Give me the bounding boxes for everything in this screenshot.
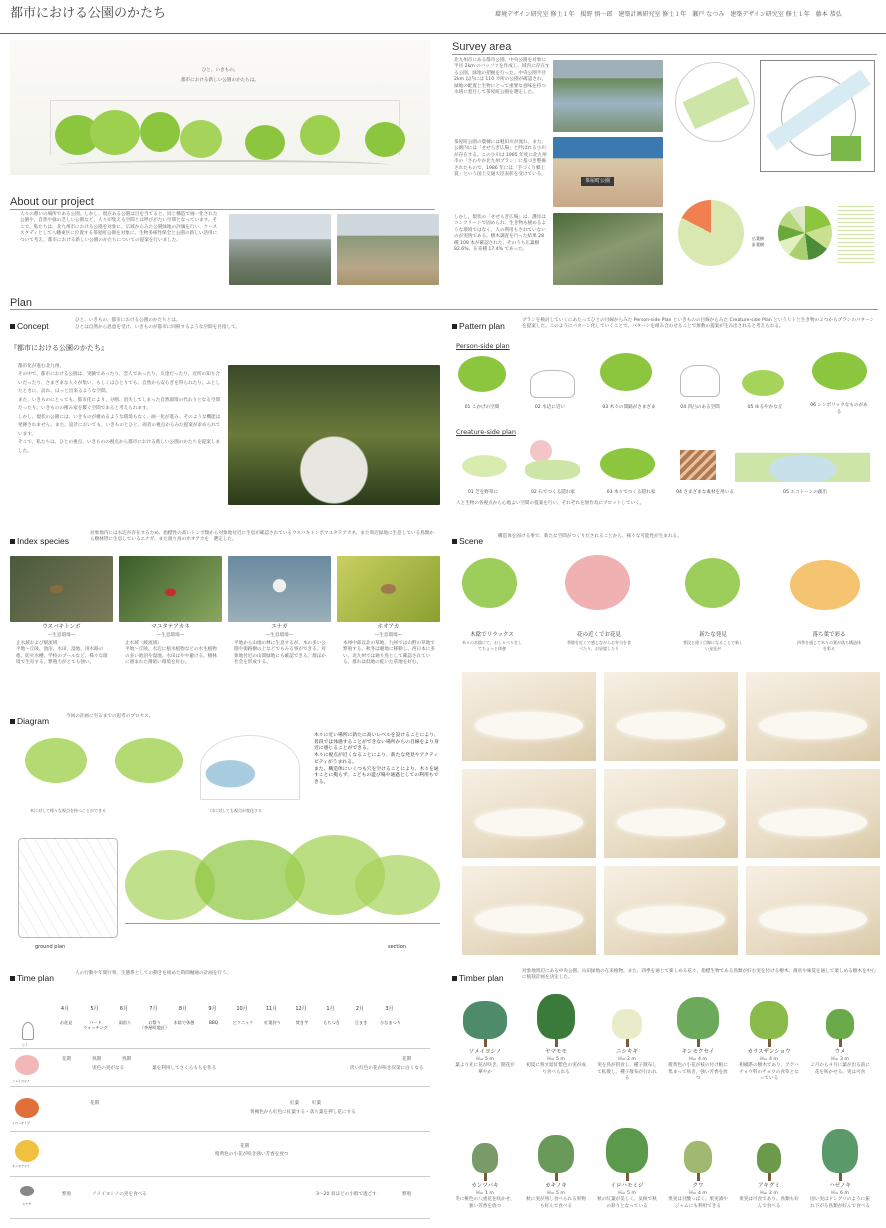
tree-desc: 初夏に熟す暗紅紫色の実が成り食べられる xyxy=(526,1063,586,1075)
species-photo-3 xyxy=(228,556,331,622)
maple-flower: 花期 xyxy=(90,1101,100,1106)
event-label: お花見 xyxy=(59,1020,73,1025)
tree-name: カキノキ xyxy=(545,1183,567,1189)
person-plan-4: 04 凹凸のある空間 xyxy=(680,405,720,410)
tree-desc: 秋に実が熟し食べられる果物も好んで食べる xyxy=(526,1197,586,1209)
tree-desc: 固い実はドングリのように振れ下がる鳥類が好んで食べる xyxy=(810,1197,870,1209)
tree-trunk xyxy=(839,1039,842,1047)
ground-plan xyxy=(18,838,118,938)
tree-height: H= 6 m xyxy=(831,1190,849,1196)
species-name-4: ホオアカ xyxy=(377,624,400,630)
event-label: ひなまつり xyxy=(380,1020,401,1025)
index-heading: Index species xyxy=(10,535,69,547)
person-side-title: Person-side plan xyxy=(456,342,510,350)
city-photo xyxy=(229,214,331,285)
pie-legend-2: 針葉樹 xyxy=(752,242,764,247)
survey-text-2: 茶屋町公園の農棟には軽田川が流れ、また、公園内には「せせらぎ広場」と呼ばれる小川が存在する。この小川は 1985 年度に北九州市の「さわやか北九州プラン」に基づき整備されたもので、1986 年には「手づくり郷土賞」という国土交通大臣表彰を受けている。 xyxy=(454,140,547,178)
model-photo xyxy=(746,672,880,761)
month-label: 4月 xyxy=(60,1006,70,1012)
month-label: 11月 xyxy=(265,1006,278,1012)
timber-tree xyxy=(526,1128,586,1210)
event-label: 紅葉狩り xyxy=(264,1020,281,1025)
species-text-3: 平地から山地の林に生息するが、木の多い公園や街路樹の上などでもみる事ができる。対象地付近の山間緑地にも確認できる。群ほか社会を形成する。 xyxy=(234,641,326,666)
tree-crown xyxy=(606,1128,648,1173)
species-text-1: 止水域および緩流域 平地〜丘陵、池沼、水田、湿地、用水路の他、防火水槽、学校のプールなど、様々な環境で生育する。繁殖力がとても強い。 xyxy=(16,641,108,666)
park-photo xyxy=(337,214,439,285)
tree-height: H= 5 m xyxy=(547,1190,565,1196)
time-heading: Time plan xyxy=(10,972,54,984)
species-env-3: ―生息環境― xyxy=(265,633,294,638)
stream-photo xyxy=(553,213,663,285)
river-photo xyxy=(553,60,663,132)
tree-name: イロハモミジ xyxy=(610,1183,644,1189)
person-plan-1: 01 こかげの空間 xyxy=(464,405,500,410)
tree-height: H= 2 m xyxy=(760,1190,778,1196)
month-label: 2月 xyxy=(355,1006,365,1012)
timber-tree xyxy=(668,1128,728,1210)
ground-plan-label: ground plan xyxy=(35,944,66,950)
concept-title: 『都市における公園のかたち』 xyxy=(10,344,108,352)
tree-height: H= 4 m xyxy=(689,1190,707,1196)
creature-plan-3: 03 木々でつくる隠れ家 xyxy=(606,490,656,495)
about-heading: About our project xyxy=(10,196,94,208)
sakura-fruit-note: 実色の実がなる xyxy=(92,1066,125,1071)
tree-name: ハゼノキ xyxy=(829,1183,851,1189)
page-title: 都市における公園のかたち xyxy=(10,6,167,21)
maple-autumn-1: 紅葉 xyxy=(290,1101,300,1106)
tree-trunk xyxy=(555,1039,558,1047)
tree-desc: 実を鳥が摂食し、種子散布して拡散し、種子散布が行われる xyxy=(597,1063,657,1082)
area-map xyxy=(760,60,875,172)
tree-trunk xyxy=(555,1173,558,1181)
event-label: 豆まき xyxy=(354,1020,368,1025)
tree-desc: 秋の紅葉が美しく、気候で秋の彩りとなっている xyxy=(597,1197,657,1209)
event-label: BBQ xyxy=(208,1020,219,1025)
timber-tree xyxy=(597,994,657,1083)
pattern-lead: プランを検討していくにあたってひとの目線からみた Person-side Plan といきものの目線からみた Creature-side Plan というヒトと生き物の２つからプランのパターンを提案した。このようにパターン化していくことで、パターンを組み合わせることで無数の提案が生み出されると考えられる。 xyxy=(522,318,875,330)
credits: 環境デザイン研究室 修士１年 掲野 慎一郎 建築計画研究室 修士１年 瀬戸 なつみ 建築デザイン研究室 修士１年 藤本 恭弘 xyxy=(495,11,842,18)
species-env-4: ―生息環境― xyxy=(374,633,403,638)
species-photo-2 xyxy=(119,556,222,622)
tree-name: ウメ xyxy=(834,1049,846,1055)
tree-crown xyxy=(750,1001,788,1039)
concept-lead-2: ひとは自然から恩恵を受け、いきものが都市に回帰するような空間を目指して。 xyxy=(75,325,241,330)
about-text: 人々の憩いの場所である公園。しかし、現在ある公園は目を当てると、同じ構造で画一化された公園や、自然や緑の乏しい公園など、人々が集える空間とは呼びがたい空間となっています。そこで、私たちは、北九州市における公園を対象に、広域からみた公園緑地の評価を行い、ケーススタディとして八幡東区に位置する茶屋町公園を対象に、生物多様性保全と公園の新しい活用について考え、都市における新しい公園のかたちについての提案を行いました。 xyxy=(20,212,218,243)
creature-side-title: Creature-side plan xyxy=(456,428,517,436)
model-photo xyxy=(746,769,880,858)
concept-heading: Concept xyxy=(10,320,49,332)
bird-breed-2: 繁殖 xyxy=(402,1192,412,1197)
concept-text: 都市化が進む北九州。 その中で、都市における公園は、実験であったり、恋人であったり、友達だったり、近所の知り合いだったり、さまざまな人々が集い、もしくはひとりでも、自然から安らぎを得られたり、ふとしたときに、訪れ、ほっと出来るような空間。 また、いきものにとっても、都市化により、分断、消失してしまった自然環境の代わりとなる空間だったり、いきものの棲み家を繋ぐ空間であると考えられます。 しかし、現状の公園には、いきものが棲めるような環境もなく、画一化が進み、そのような機能は発揮されません。また、設計においても、いきものとひと、両者の視点からみた提案が求められています。 そこで、私たちは、ひとの視点、いきものの視点から都市における新しい公園のかたちを提案しました。 xyxy=(18,364,221,454)
month-label: 1月 xyxy=(326,1006,335,1012)
survey-heading: Survey area xyxy=(452,41,512,53)
survey-text-1: 北九州市にある都市公園、中央公園を対象に半径 2km のバッファを作成し、域内に存在する公園、緑地の把握を行った。中央公園半径 2km 以内には 110 カ所の公園が確認され、緑地の配置と生物にとって重要な意味を持つ水域に着目して茶屋町公園を選定した。 xyxy=(454,58,550,96)
month-label: 6月 xyxy=(119,1006,129,1012)
species-name-3: エナガ xyxy=(271,624,288,630)
concept-model-photo xyxy=(228,365,440,505)
species-name-1: ウスバキトンボ xyxy=(42,624,81,630)
species-label: ソメイヨシノ xyxy=(12,1079,30,1083)
tree-trunk xyxy=(484,1039,487,1047)
model-photo-grid xyxy=(462,672,880,955)
park-sign: 茶屋町公園 xyxy=(581,177,614,186)
tree-trunk xyxy=(768,1173,771,1181)
tree-crown xyxy=(463,1001,507,1039)
month-row xyxy=(50,1006,430,1014)
model-photo xyxy=(604,769,738,858)
timber-lead: 対象地周辺にある中央公園、山田緑地の在来植物。また、四季を通じて楽しめる花々、指標生物である鳥類が好む実を付ける樹木、薄贫や味覚を通して楽しめる樹木を中心に植栽計画を決定した。 xyxy=(522,969,876,981)
month-label: 3月 xyxy=(385,1006,394,1012)
concept-lead-1: ひと、いきもの、都市における公園のかたちとは。 xyxy=(75,318,181,323)
hero-tagline-2: 都市における新しい公園のかたちは。 xyxy=(180,78,260,83)
species-env-1: ―生息環境― xyxy=(47,633,76,638)
tree-height: H= 1 m xyxy=(476,1190,494,1196)
tree-desc: 冬に桃色の八重花を咲かせ、強い芳香を放つ xyxy=(455,1197,515,1209)
tree-crown xyxy=(822,1129,858,1173)
tree-desc: 果実は可食であり、鳥類も好んで食べる xyxy=(739,1197,799,1209)
species-text-4: 本州中部以北の草地、九州では山野の草地で繁殖する。秋冬は暖地に移動し、西日本に多い。北九州では通り鳥として確認されている。群れは低地の乾いた草地を好む。 xyxy=(343,641,435,666)
species-label: イロハモミジ xyxy=(12,1121,31,1125)
species-photo-1 xyxy=(10,556,113,622)
tree-name: ソメイヨシノ xyxy=(468,1049,502,1055)
model-photo xyxy=(462,866,596,955)
scene-heading: Scene xyxy=(452,535,483,547)
model-photo xyxy=(462,672,596,761)
event-label: 木陰で休憩 xyxy=(173,1020,195,1025)
species-photo-4 xyxy=(337,556,440,622)
month-label: 8月 xyxy=(178,1006,188,1012)
scene-title-3: 新たな発見 xyxy=(699,632,727,638)
person-plan-3: 03 木々の間隔がさまざま xyxy=(602,405,656,410)
plan-heading: Plan xyxy=(10,297,33,309)
pie-chart-species xyxy=(778,206,832,260)
time-lead: 人の行動や年間行事、生態系としての動きを組めた時間軸通の計画を行う。 xyxy=(75,971,232,976)
tree-trunk xyxy=(839,1173,842,1181)
species-text-2: 止水域（緩流域） 平地〜丘陵、水辺に植水植物などの水生植物の多い池沼や湿地。水田はやや避ける。樹林に囲まれた薄暗い環境を好む。 xyxy=(125,641,217,666)
tree-desc: 葉より先に花が咲き、開花が華やか xyxy=(455,1063,515,1075)
person-icon xyxy=(22,1022,34,1040)
event-label: バード ウォッチング xyxy=(83,1020,108,1031)
timber-tree xyxy=(668,994,728,1083)
tree-crown xyxy=(612,1009,642,1039)
pattern-note: 人と生物の各視点から心地よい空間の提案を行い、それぞれを無作為にプロットしていく。 xyxy=(456,501,645,506)
tree-height: H= 5 m xyxy=(547,1056,565,1062)
buffer-map-circle xyxy=(675,62,755,142)
tree-name: ヤマモモ xyxy=(544,1049,567,1055)
timber-tree xyxy=(810,1128,870,1210)
tree-crown xyxy=(677,997,719,1039)
month-label: 5月 xyxy=(90,1006,99,1012)
bird-food: ソメイヨシノの実を食べる xyxy=(92,1192,147,1197)
creature-plan-4: 04 さまざまな素材を用いる xyxy=(676,490,734,495)
scene-title-4: 落ち葉で彩る xyxy=(812,632,846,638)
person-plan-5: 05 ゆるやかな丘 xyxy=(747,405,783,410)
sakura-fruit-1: 熟期 xyxy=(92,1057,102,1062)
sakura-leaf-note: 葉を利用してさくらもちを作る xyxy=(152,1066,217,1071)
sakura-flower-period-2: 花期 xyxy=(402,1057,412,1062)
hero-tagline-1: ひと、いきもの。 xyxy=(201,68,239,73)
timber-tree xyxy=(739,1128,799,1210)
event-label: お祭り （茶屋町地区） xyxy=(139,1020,170,1031)
timber-heading: Timber plan xyxy=(452,972,504,984)
diagram-heading: Diagram xyxy=(10,715,49,727)
tree-trunk xyxy=(626,1039,629,1047)
sakura-flower-period: 花期 xyxy=(62,1057,72,1062)
model-photo xyxy=(604,672,738,761)
tree-height: H= 2 m xyxy=(618,1056,636,1062)
diagram-caption-1: 木に対して様々な視点を持つことができる xyxy=(30,808,106,813)
tree-name: アキグミ xyxy=(758,1183,780,1189)
timber-tree xyxy=(455,1128,515,1210)
tree-name: ニシキギ xyxy=(615,1049,638,1055)
tree-height: H= 3 m xyxy=(831,1056,849,1062)
tree-desc: 橙黄色の小花が枝の付け根に集まって咲き、強い芳香を放つ xyxy=(668,1063,728,1082)
creature-plan-2: 02 石でつくる隠れ家 xyxy=(530,490,576,495)
species-label: キンモクセイ xyxy=(12,1164,30,1168)
pattern-heading: Pattern plan xyxy=(452,320,505,332)
month-label: 9月 xyxy=(208,1006,217,1012)
model-photo xyxy=(604,866,738,955)
tree-trunk xyxy=(484,1173,487,1181)
pie-legend-1: 広葉樹 xyxy=(752,236,764,241)
maple-tree-icon xyxy=(15,1098,39,1118)
tree-trunk xyxy=(697,1039,700,1047)
month-label: 12月 xyxy=(295,1006,307,1012)
osmanthus-note: 橙黄色の小花が咲き強い芳香を放つ xyxy=(215,1152,289,1157)
model-photo xyxy=(462,769,596,858)
tree-trunk xyxy=(768,1039,771,1047)
sakura-flower-note: 淡い紅色の花が咲き次第に白くなる xyxy=(350,1066,424,1071)
species-label: エナガ xyxy=(22,1202,31,1206)
person-plan-2: 02 水辺に近い xyxy=(534,405,566,410)
tree-crown xyxy=(826,1009,854,1039)
event-label: 雨宿り xyxy=(118,1020,132,1025)
tree-crown xyxy=(538,1135,574,1173)
timber-tree xyxy=(597,1128,657,1210)
timber-tree xyxy=(455,994,515,1076)
timber-tree xyxy=(739,994,799,1083)
tree-name: クワ xyxy=(692,1183,704,1189)
tree-crown xyxy=(537,994,575,1039)
tree-trunk xyxy=(697,1173,700,1181)
species-env-2: ―生息環境― xyxy=(156,633,185,638)
bird-breed: 繁殖 xyxy=(62,1192,72,1197)
event-label: もちつき xyxy=(323,1020,340,1025)
osmanthus-flower: 花期 xyxy=(240,1144,250,1149)
tree-desc: 柑橘系の樹木であり、アゲハチョウ科のチョウの食草となっている xyxy=(739,1063,799,1082)
timber-tree xyxy=(526,994,586,1076)
diagram-caption-2: 川に対しても視点が変化する xyxy=(210,808,262,813)
month-label: 7月 xyxy=(149,1006,158,1012)
scene-title-1: 木陰でリラックス xyxy=(470,632,514,638)
hero-illustration xyxy=(10,40,430,175)
section-label: section xyxy=(388,944,407,950)
park-sign-photo xyxy=(553,137,663,207)
event-label: ピクニック xyxy=(232,1020,254,1025)
diagram-text: 木々に近い場所に新たに高いレベルを設けることにより、普段では体感することができない場所からの目線をより身近に感じることができる。 木々に視点が近くなることにより、新たな発見やアクティビティがうまれる。 また、構造体にいくつも穴を空けることにより、木々を通すことに拠らず、こどもの遊び場や通過としての利用もできる。 xyxy=(314,733,439,785)
maple-autumn-2: 紅葉 xyxy=(312,1101,322,1106)
tree-height: H= 4 m xyxy=(689,1056,707,1062)
maple-note: 黄褐色から紅色に紅葉する・落ち葉を押し花にする xyxy=(250,1110,356,1115)
model-photo xyxy=(746,866,880,955)
scene-title-2: 花の近くでお花見 xyxy=(576,632,621,638)
creature-plan-1: 01 芝を野草に xyxy=(467,490,499,495)
tree-height: H= 4 m xyxy=(760,1056,778,1062)
timber-tree xyxy=(810,994,870,1076)
tree-name: カラスザンショウ xyxy=(747,1049,791,1055)
tree-name: カンツバキ xyxy=(471,1183,499,1189)
scene-lead: 構造体を固ける事で、新たな空間がつくりだされることから、様々な可能性が生まれる。 xyxy=(498,534,682,539)
index-lead: 対象地内には水辺が存在するため、指標性の高いトンボ類から対象地付近に生息が確認されているウスバキトンボマユタテアカネ、また周辺緑地に生息している鳥類から樹林帯に生息しているエナガ、また渡り鳥のホオアカを 選定した。 xyxy=(90,531,434,543)
tree-crown xyxy=(684,1141,712,1173)
bird-icon xyxy=(20,1186,34,1196)
species-name-2: マユタテアカネ xyxy=(151,624,190,630)
tree-crown xyxy=(757,1143,781,1173)
scene-sub-3: 普段と違う目線になることで新しい発見が xyxy=(683,640,743,651)
section-drawing xyxy=(125,835,440,935)
pie-chart-broadleaf xyxy=(678,200,744,266)
cherry-tree-icon xyxy=(15,1055,39,1075)
event-row xyxy=(50,1020,430,1036)
tree-name: キンモクセイ xyxy=(681,1049,715,1055)
survey-text-3: しかし、現状の「せせらぎ広場」は、護岸はコンクリートで固められ、生き物も棲めるような環境ではなく、人の利用もされていないのが実情である。樹木調査を行った結果 28 種 109 本が確認された。そのうち広葉樹 82.6%、在来種 17.4% であった。 xyxy=(454,215,547,253)
scene-sub-4: 四季を通じて木々の葉が落ち構造体を彩る xyxy=(797,640,861,651)
scene-sub-1: 木々の木陰にて、おしゃべりをしてちょっと休憩 xyxy=(462,640,522,651)
creature-plan-5: 05 エコトーンの創出 xyxy=(783,490,827,495)
person-plan-6: 06 シンボリックなものがある xyxy=(810,403,868,415)
event-label: 焚き芋 xyxy=(295,1020,309,1025)
tree-trunk xyxy=(626,1173,629,1181)
sakura-fruit-2: 熟期 xyxy=(122,1057,132,1062)
tree-desc: 果実は甘酸っぱく、果実酒やジャムにも利用できる xyxy=(668,1197,728,1209)
tree-height: H= 5 m xyxy=(618,1190,636,1196)
scene-sub-2: 季節を近くで感じながらお弁当を食べたり、お昼寝したり xyxy=(567,640,631,651)
diagram-lead: 今回の計画に至るまでの思考のプロセス。 xyxy=(66,714,154,719)
tree-crown xyxy=(472,1143,498,1173)
tree-height: H= 5 m xyxy=(476,1056,494,1062)
month-label: 10月 xyxy=(236,1006,248,1012)
osmanthus-tree-icon xyxy=(15,1140,39,1162)
species-label: ヒト xyxy=(22,1043,29,1047)
tree-desc: ２月から４月に葉が出る前に花を咲かせる。実は可食 xyxy=(810,1063,870,1075)
bird-flock: 3〜20 羽ほどの小群で過ごす xyxy=(316,1192,377,1197)
